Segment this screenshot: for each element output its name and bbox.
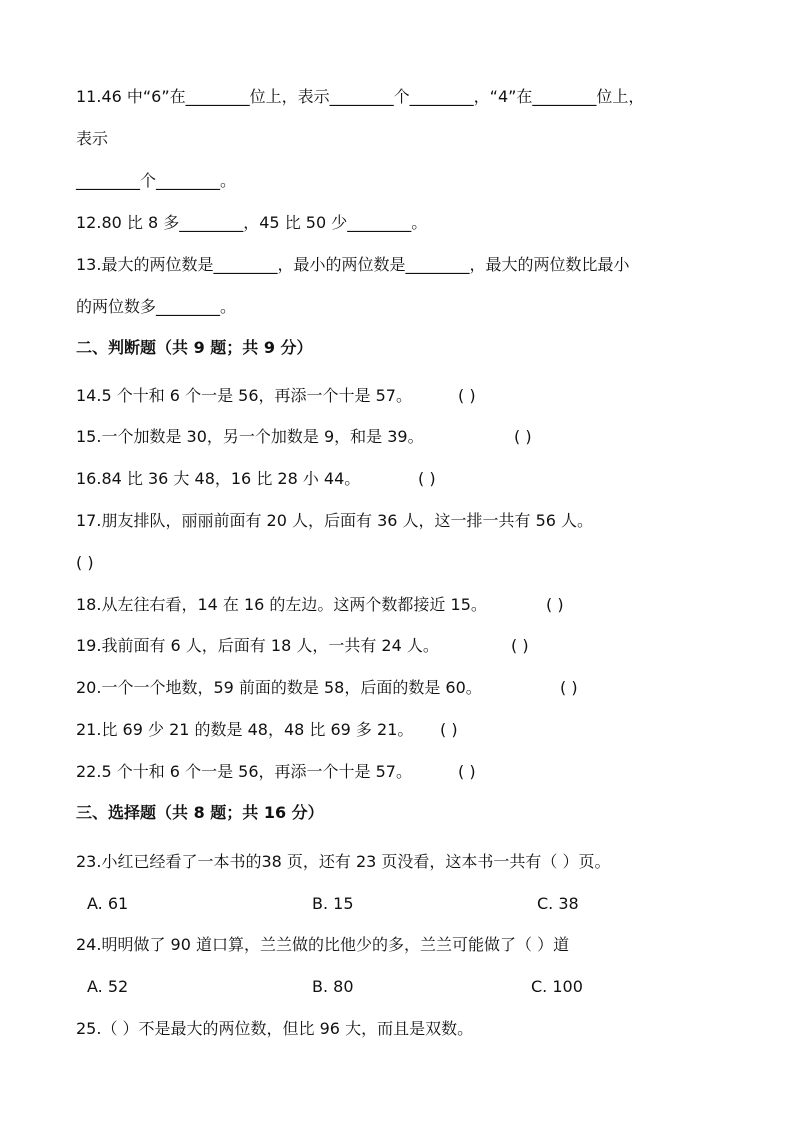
- q18-answer-bracket[interactable]: ( ): [546, 595, 564, 614]
- q21: [76, 720, 413, 740]
- section-3-heading: 三、选择题（共 8 题；共 16 分）: [76, 803, 324, 822]
- q11-line-3: ________个________。: [76, 171, 237, 190]
- q19: [76, 636, 439, 656]
- q20-answer-bracket[interactable]: ( ): [560, 678, 578, 697]
- q23-question: 23.小红已经看了一本书的38 页，还有 23 页没看，这本书一共有（ ）页。: [76, 852, 611, 871]
- q11-line-2: 表示: [76, 129, 109, 148]
- q22: [76, 762, 412, 782]
- q16-answer-bracket[interactable]: ( ): [418, 469, 436, 488]
- q13-line-1: 13.最大的两位数是________，最小的两位数是________，最大的两位数比最小: [76, 255, 630, 274]
- q18: [76, 595, 487, 615]
- q24-option-c[interactable]: C. 100: [531, 977, 583, 996]
- q13-line-2: 的两位数多________。: [76, 297, 237, 316]
- q15: [76, 427, 424, 447]
- q21-answer-bracket[interactable]: ( ): [440, 720, 458, 739]
- q17-answer-bracket[interactable]: ( ): [76, 553, 94, 572]
- q21-text: 21.比 69 少 21 的数是 48，48 比 69 多 21。: [76, 720, 414, 739]
- q16: [76, 469, 360, 489]
- q14: [76, 386, 412, 406]
- q11-line-1: 11.46 中“6”在________位上，表示________个________，“4”在________位上，: [76, 87, 645, 106]
- q15-text: 15.一个加数是 30，另一个加数是 9，和是 39。: [76, 427, 424, 446]
- q20-text: 20.一个一个地数，59 前面的数是 58，后面的数是 60。: [76, 678, 482, 697]
- q20: [76, 678, 482, 698]
- q25-question: 25.（ ）不是最大的两位数，但比 96 大，而且是双数。: [76, 1019, 474, 1038]
- q24-question: 24.明明做了 90 道口算，兰兰做的比他少的多，兰兰可能做了（ ）道: [76, 935, 570, 954]
- section-2-heading: 二、判断题（共 9 题；共 9 分）: [76, 338, 313, 357]
- q18-text: 18.从左往右看，14 在 16 的左边。这两个数都接近 15。: [76, 595, 487, 614]
- q22-answer-bracket[interactable]: ( ): [458, 762, 476, 781]
- q23-option-a[interactable]: A. 61: [87, 894, 129, 913]
- q23-option-c[interactable]: C. 38: [537, 894, 579, 913]
- q14-answer-bracket[interactable]: ( ): [458, 386, 476, 405]
- q19-text: 19.我前面有 6 人，后面有 18 人，一共有 24 人。: [76, 636, 439, 655]
- q16-text: 16.84 比 36 大 48，16 比 28 小 44。: [76, 469, 361, 488]
- q19-answer-bracket[interactable]: ( ): [511, 636, 529, 655]
- q24-option-b[interactable]: B. 80: [312, 977, 354, 996]
- q23-option-b[interactable]: B. 15: [312, 894, 354, 913]
- q15-answer-bracket[interactable]: ( ): [514, 427, 532, 446]
- q12: 12.80 比 8 多________，45 比 50 少________。: [76, 213, 428, 232]
- q24-option-a[interactable]: A. 52: [87, 977, 129, 996]
- q22-text: 22.5 个十和 6 个一是 56，再添一个十是 57。: [76, 762, 412, 781]
- q17: 17.朋友排队，丽丽前面有 20 人，后面有 36 人，这一排一共有 56 人。: [76, 511, 594, 530]
- q14-text: 14.5 个十和 6 个一是 56，再添一个十是 57。: [76, 386, 412, 405]
